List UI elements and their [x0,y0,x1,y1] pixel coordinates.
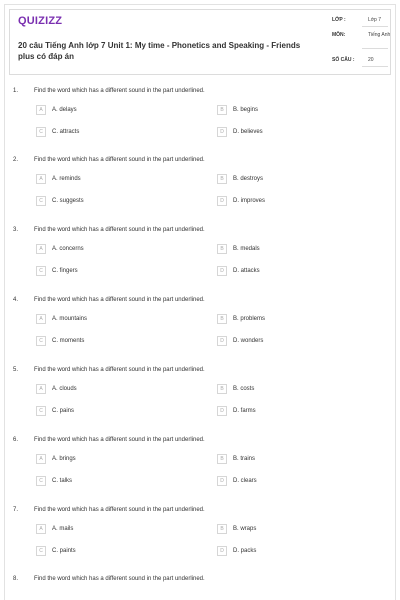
option-letter-box: C [36,336,46,346]
option-letter-box: D [217,476,227,486]
question-item [0,227,400,297]
option-letter-box: A [36,174,46,184]
question-item [0,576,400,600]
question-text: Find the word which has a different sound in the part underlined. [34,576,205,582]
question-text: Find the word which has a different sound in the part underlined. [34,507,205,513]
question-item [0,367,400,437]
worksheet-title: 20 câu Tiếng Anh lớp 7 Unit 1: My time - Phonetics and Speaking - Friends plus có đáp án [18,41,301,61]
option-letter-box: C [36,546,46,556]
option-letter-box: C [36,476,46,486]
count-underline [362,66,388,67]
subject-value: Tiếng Anh [368,32,391,38]
option-letter-box: C [36,196,46,206]
option-letter-box: A [36,314,46,324]
option-letter-box: A [36,454,46,464]
option-letter-box: B [217,314,227,324]
option-text: B. medals [233,246,260,252]
option-letter-box: B [217,524,227,534]
quizizz-logo: QUIZIZZ [18,15,63,27]
question-number: 8. [13,576,19,582]
option-text: A. mails [52,526,74,532]
option-text: B. destroys [233,176,264,182]
question-text: Find the word which has a different sound in the part underlined. [34,227,205,233]
option-letter-box: A [36,244,46,254]
question-number: 1. [13,88,19,94]
option-text: D. clears [233,478,257,484]
option-text: B. begins [233,107,259,113]
question-text: Find the word which has a different sound in the part underlined. [34,437,205,443]
option-letter-box: B [217,105,227,115]
option-letter-box: C [36,127,46,137]
option-letter-box: D [217,336,227,346]
question-text: Find the word which has a different sound in the part underlined. [34,297,205,303]
option-letter-box: D [217,546,227,556]
option-letter-box: A [36,524,46,534]
option-letter-box: D [217,196,227,206]
question-item [0,297,400,367]
option-text: C. talks [52,478,73,484]
option-letter-box: D [217,266,227,276]
worksheet-header [9,9,391,75]
option-text: C. paints [52,548,76,554]
option-letter-box: D [217,127,227,137]
option-text: B. trains [233,456,256,462]
question-number: 3. [13,227,19,233]
subject-label: MÔN: [332,32,346,38]
question-text: Find the word which has a different sound in the part underlined. [34,157,205,163]
question-text: Find the word which has a different sound in the part underlined. [34,88,205,94]
question-item [0,88,400,158]
option-text: C. fingers [52,268,78,274]
class-underline [362,26,388,27]
question-number: 4. [13,297,19,303]
count-label: SỐ CÂU : [332,57,355,63]
question-number: 6. [13,437,19,443]
option-letter-box: A [36,384,46,394]
option-letter-box: C [36,406,46,416]
option-text: B. costs [233,386,255,392]
count-value: 20 [368,57,374,63]
question-item [0,507,400,577]
option-text: B. wraps [233,526,257,532]
subject-underline [362,48,388,49]
option-text: A. reminds [52,176,81,182]
option-text: A. mountains [52,316,88,322]
question-item [0,437,400,507]
option-letter-box: A [36,105,46,115]
option-text: D. farms [233,408,256,414]
class-value: Lớp 7 [368,17,382,23]
class-label: LỚP : [332,17,346,23]
option-text: D. wonders [233,338,264,344]
option-letter-box: C [36,266,46,276]
option-letter-box: B [217,384,227,394]
option-text: A. clouds [52,386,77,392]
option-letter-box: B [217,174,227,184]
question-item [0,157,400,227]
question-text: Find the word which has a different sound in the part underlined. [34,367,205,373]
option-text: D. believes [233,129,263,135]
question-number: 2. [13,157,19,163]
option-text: A. brings [52,456,76,462]
option-text: D. packs [233,548,257,554]
option-text: C. pains [52,408,75,414]
option-text: A. delays [52,107,77,113]
option-text: C. moments [52,338,85,344]
option-text: D. attacks [233,268,260,274]
option-letter-box: B [217,244,227,254]
question-number: 7. [13,507,19,513]
option-letter-box: B [217,454,227,464]
option-text: C. suggests [52,198,84,204]
option-text: C. attracts [52,129,80,135]
option-text: A. concerns [52,246,84,252]
question-number: 5. [13,367,19,373]
option-text: D. improves [233,198,266,204]
option-letter-box: D [217,406,227,416]
option-text: B. problems [233,316,266,322]
